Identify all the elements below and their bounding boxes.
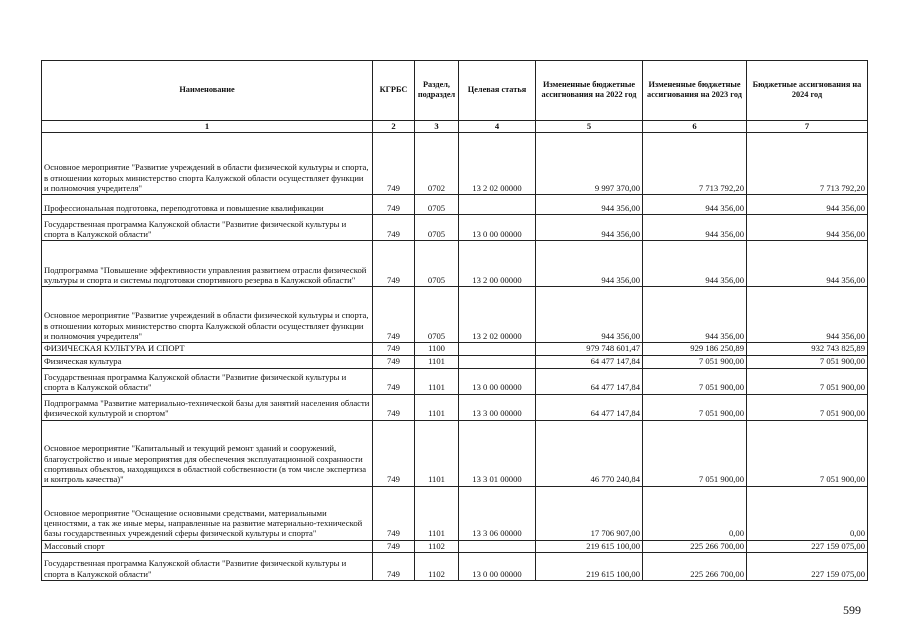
row-section: 0702 [415,133,459,195]
row-name: Государственная программа Калужской области "Развитие физической культуры и спорта в Калужской области" [42,553,373,581]
table-row [42,133,868,195]
row-section: 1101 [415,355,459,368]
row-value-2022: 64 477 147,84 [536,355,643,368]
row-kgrbs: 749 [373,133,415,195]
row-kgrbs: 749 [373,241,415,287]
row-value-2024: 0,00 [747,486,868,540]
row-kgrbs: 749 [373,287,415,343]
row-value-2022: 944 356,00 [536,287,643,343]
row-section: 1102 [415,540,459,552]
header-kgrbs: КГРБС [373,61,415,121]
row-value-2024: 7 051 900,00 [747,394,868,420]
col-number: 2 [373,121,415,133]
row-kgrbs: 749 [373,215,415,241]
row-target [459,540,536,552]
row-section: 0705 [415,241,459,287]
row-kgrbs: 749 [373,394,415,420]
row-value-2023: 944 356,00 [643,215,747,241]
row-name: Массовый спорт [42,540,373,552]
table-row [42,486,868,540]
row-kgrbs: 749 [373,553,415,581]
col-number: 3 [415,121,459,133]
row-kgrbs: 749 [373,540,415,552]
row-value-2022: 46 770 240,84 [536,420,643,486]
table-row [42,553,868,581]
row-name: Основное мероприятие "Развитие учреждений в области физической культуры и спорта, в отношении которых министерство спорта Калужской области осуществляет функции и полномочия учредителя" [42,133,373,195]
row-target: 13 2 00 00000 [459,241,536,287]
table-row [42,287,868,343]
row-section: 1102 [415,553,459,581]
row-value-2024: 7 051 900,00 [747,420,868,486]
row-value-2023: 225 266 700,00 [643,553,747,581]
row-name: Подпрограмма "Повышение эффективности управления развитием отрасли физической культуры и спорта и системы подготовки спортивного резерва в Калужской области" [42,241,373,287]
col-number: 1 [42,121,373,133]
row-value-2022: 944 356,00 [536,241,643,287]
row-value-2023: 7 051 900,00 [643,355,747,368]
row-section: 1101 [415,368,459,394]
row-value-2022: 944 356,00 [536,195,643,215]
col-number: 5 [536,121,643,133]
row-target: 13 0 00 00000 [459,553,536,581]
header-row [42,61,868,121]
row-target: 13 3 01 00000 [459,420,536,486]
row-section: 0705 [415,287,459,343]
table-row [42,195,868,215]
budget-table [41,60,868,581]
row-value-2022: 9 997 370,00 [536,133,643,195]
row-name: ФИЗИЧЕСКАЯ КУЛЬТУРА И СПОРТ [42,343,373,355]
row-target [459,195,536,215]
col-number: 6 [643,121,747,133]
row-target: 13 2 02 00000 [459,133,536,195]
row-name: Основное мероприятие "Капитальный и текущий ремонт зданий и сооружений, благоустройство и иные мероприятия для обеспечения эксплуатационной сохранности спортивных объектов, находящихся в областной собственности (в том числе экспертиза и контроль качества)" [42,420,373,486]
row-kgrbs: 749 [373,368,415,394]
row-value-2023: 944 356,00 [643,195,747,215]
table-row [42,540,868,552]
row-section: 1100 [415,343,459,355]
table-row [42,241,868,287]
row-section: 1101 [415,394,459,420]
row-value-2024: 944 356,00 [747,287,868,343]
header-2023: Измененные бюджетные ассигнования на 2023 год [643,61,747,121]
row-target [459,355,536,368]
header-target: Целевая статья [459,61,536,121]
row-name: Основное мероприятие "Развитие учреждений в области физической культуры и спорта, в отношении которых министерство спорта Калужской области осуществляет функции и полномочия учредителя" [42,287,373,343]
row-value-2022: 219 615 100,00 [536,540,643,552]
row-name: Государственная программа Калужской области "Развитие физической культуры и спорта в Калужской области" [42,215,373,241]
row-target: 13 0 00 00000 [459,215,536,241]
row-value-2022: 979 748 601,47 [536,343,643,355]
row-value-2024: 7 051 900,00 [747,355,868,368]
row-value-2024: 932 743 825,89 [747,343,868,355]
row-kgrbs: 749 [373,486,415,540]
col-number: 7 [747,121,868,133]
table-row [42,420,868,486]
row-value-2023: 944 356,00 [643,287,747,343]
row-section: 0705 [415,215,459,241]
row-target: 13 3 06 00000 [459,486,536,540]
row-kgrbs: 749 [373,343,415,355]
row-section: 0705 [415,195,459,215]
col-number: 4 [459,121,536,133]
row-value-2024: 944 356,00 [747,241,868,287]
table-row [42,343,868,355]
row-target: 13 2 02 00000 [459,287,536,343]
row-name: Физическая культура [42,355,373,368]
page-number: 599 [843,603,861,617]
table-row [42,368,868,394]
row-kgrbs: 749 [373,420,415,486]
row-value-2023: 929 186 250,89 [643,343,747,355]
row-name: Государственная программа Калужской области "Развитие физической культуры и спорта в Калужской области" [42,368,373,394]
row-target [459,343,536,355]
row-value-2023: 7 051 900,00 [643,394,747,420]
row-value-2024: 227 159 075,00 [747,540,868,552]
row-value-2023: 225 266 700,00 [643,540,747,552]
row-value-2024: 7 051 900,00 [747,368,868,394]
row-section: 1101 [415,420,459,486]
row-name: Профессиональная подготовка, переподготовка и повышение квалификации [42,195,373,215]
row-value-2024: 944 356,00 [747,215,868,241]
row-value-2022: 944 356,00 [536,215,643,241]
row-value-2022: 64 477 147,84 [536,394,643,420]
row-kgrbs: 749 [373,195,415,215]
header-name: Наименование [42,61,373,121]
row-value-2022: 17 706 907,00 [536,486,643,540]
row-value-2024: 7 713 792,20 [747,133,868,195]
row-value-2023: 944 356,00 [643,241,747,287]
row-value-2024: 944 356,00 [747,195,868,215]
table-row [42,394,868,420]
table-row [42,355,868,368]
row-value-2023: 7 051 900,00 [643,420,747,486]
row-kgrbs: 749 [373,355,415,368]
row-value-2023: 7 713 792,20 [643,133,747,195]
row-value-2024: 227 159 075,00 [747,553,868,581]
row-name: Основное мероприятие "Оснащение основными средствами, материальными ценностями, а так же иные меры, направленные на развитие материально-технической базы государственных учреждений сферы физической культуры и спорта" [42,486,373,540]
header-2024: Бюджетные ассигнования на 2024 год [747,61,868,121]
row-target: 13 3 00 00000 [459,394,536,420]
row-name: Подпрограмма "Развитие материально-технической базы для занятий населения области физической культурой и спортом" [42,394,373,420]
row-value-2023: 0,00 [643,486,747,540]
row-value-2022: 219 615 100,00 [536,553,643,581]
row-section: 1101 [415,486,459,540]
header-section: Раздел, подраздел [415,61,459,121]
row-value-2022: 64 477 147,84 [536,368,643,394]
column-number-row [42,121,868,133]
table-row [42,215,868,241]
row-target: 13 0 00 00000 [459,368,536,394]
header-2022: Измененные бюджетные ассигнования на 2022 год [536,61,643,121]
row-value-2023: 7 051 900,00 [643,368,747,394]
